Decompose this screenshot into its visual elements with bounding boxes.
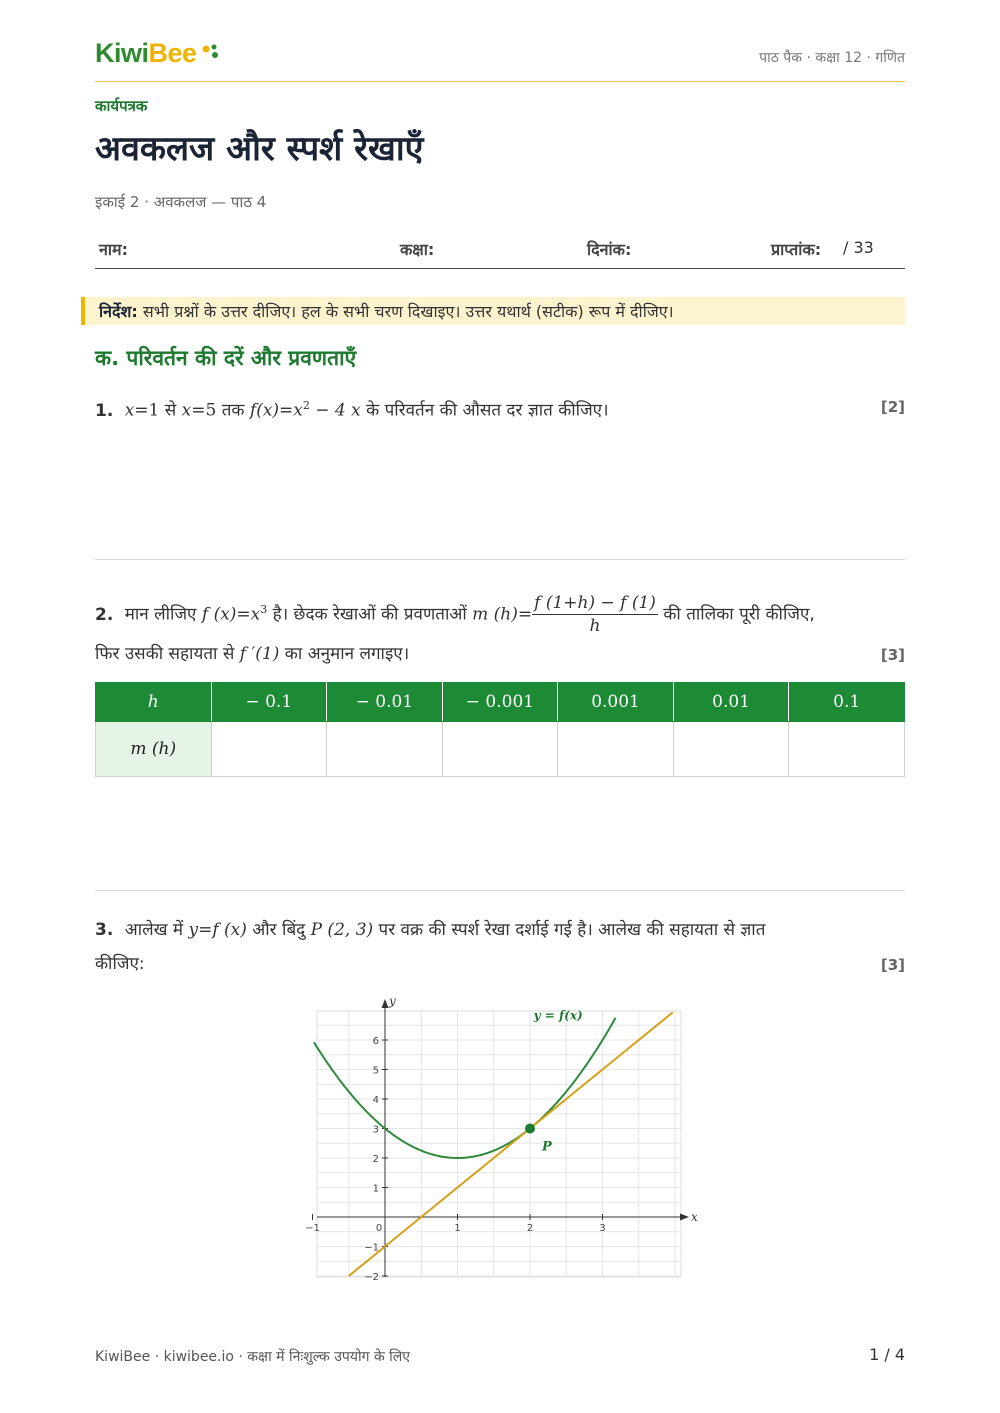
- logo-bee: Bee: [148, 38, 197, 68]
- y-tick-label: 3: [372, 1124, 379, 1136]
- y-axis-label: y: [389, 994, 396, 1008]
- x-tick-label: −1: [305, 1223, 320, 1234]
- math-expression: P (2, 3): [310, 920, 374, 940]
- table-row: [96, 722, 905, 777]
- question-3-marks: [3]: [880, 956, 905, 974]
- question-text: के परिवर्तन की औसत दर ज्ञात कीजिए।: [360, 400, 609, 421]
- x-tick-label: 0: [375, 1223, 383, 1234]
- question-text: आलेख में: [124, 920, 189, 940]
- answer-cell[interactable]: [211, 722, 327, 777]
- table-header-cell: 0.01: [673, 683, 789, 722]
- question-1: [95, 384, 885, 433]
- score-total: / 33: [843, 238, 874, 257]
- table-header-cell: − 0.1: [211, 683, 327, 722]
- page-title: अवकलज और स्पर्श रेखाएँ: [95, 129, 424, 169]
- table-header-cell: 0.1: [789, 683, 905, 722]
- name-label: नाम:: [99, 240, 128, 259]
- question-text: से: [159, 400, 182, 421]
- worksheet-kicker: कार्यपत्रक: [95, 97, 148, 115]
- math-value: =1: [134, 400, 160, 421]
- question-text: है। छेदक रेखाओं की प्रवणताओं: [267, 604, 473, 625]
- answer-cell[interactable]: [327, 722, 443, 777]
- tick-labels: [305, 1036, 606, 1283]
- function-tangent-graph: [305, 994, 710, 1283]
- table-header-cell: h: [96, 683, 212, 722]
- date-label: दिनांक:: [587, 240, 632, 259]
- instructions-box: [81, 297, 905, 325]
- x-tick-label: 3: [599, 1223, 606, 1234]
- answer-cell[interactable]: [789, 722, 905, 777]
- answer-cell[interactable]: [442, 722, 558, 777]
- tangent-line: [349, 1012, 673, 1276]
- y-tick-label: 6: [372, 1036, 379, 1047]
- answer-cell[interactable]: [673, 722, 789, 777]
- table-header-cell: − 0.01: [327, 683, 443, 722]
- question-number: 2.: [95, 604, 114, 625]
- section-a-heading: क. परिवर्तन की दरें और प्रवणताएँ: [95, 346, 357, 370]
- y-tick-label: −2: [364, 1272, 379, 1283]
- page-number: 1 / 4: [869, 1345, 905, 1364]
- question-2-marks: [3]: [880, 646, 905, 664]
- math-var: x: [181, 400, 192, 421]
- answer-space-divider: [95, 890, 905, 891]
- secant-slope-table: [95, 682, 905, 777]
- question-text: मान लीजिए: [124, 604, 202, 625]
- table-header-cell: 0.001: [558, 683, 674, 722]
- question-2-line-2: [95, 632, 885, 676]
- question-text: पर वक्र की स्पर्श रेखा दर्शाई गई है। आलेख की सहायता से ज्ञात: [373, 920, 766, 940]
- page-header: [95, 38, 905, 82]
- math-expression: f ′(1): [239, 644, 280, 664]
- logo-kiwi: Kiwi: [95, 38, 149, 68]
- table-row-label: m (h): [96, 722, 212, 777]
- instructions-label: निर्देश:: [99, 302, 138, 321]
- y-tick-label: 1: [372, 1183, 379, 1195]
- page-subtitle: इकाई 2 · अवकलज — पाठ 4: [95, 193, 267, 211]
- question-1-marks: [2]: [880, 398, 905, 416]
- difference-quotient: [532, 592, 658, 637]
- y-tick-label: 5: [372, 1065, 379, 1077]
- table-header-row: [96, 683, 905, 722]
- math-exponent: 2: [302, 399, 310, 412]
- question-text: तक: [216, 400, 250, 421]
- question-2: [95, 588, 885, 637]
- math-expression: m (h)=: [472, 604, 533, 625]
- fraction-denominator: h: [589, 616, 601, 637]
- y-tick-label: −1: [364, 1242, 379, 1254]
- y-tick-label: 2: [372, 1154, 379, 1165]
- function-curve: [314, 1018, 616, 1158]
- y-axis-arrow-icon: [382, 999, 389, 1008]
- instructions-text: सभी प्रश्नों के उत्तर दीजिए। हल के सभी चरण दिखाइए। उत्तर यथार्थ (सटीक) रूप में दीजिए।: [137, 302, 674, 321]
- answer-cell[interactable]: [558, 722, 674, 777]
- x-tick-label: 2: [526, 1223, 534, 1234]
- table-header-cell: − 0.001: [442, 683, 558, 722]
- x-axis-arrow-icon: [680, 1214, 689, 1221]
- header-course-info: पाठ पैक · कक्षा 12 · गणित: [759, 50, 905, 66]
- point-p: [525, 1124, 535, 1134]
- logo: [95, 38, 197, 69]
- math-expression: − 4 x: [309, 400, 361, 421]
- question-number: 3.: [95, 920, 114, 940]
- point-p-label: P: [542, 1139, 552, 1155]
- x-tick-label: 1: [454, 1223, 461, 1234]
- math-func: f: [249, 400, 257, 421]
- question-text: और बिंदु: [246, 920, 311, 940]
- math-expression: y=f (x): [188, 920, 247, 940]
- answer-space-divider: [95, 559, 905, 560]
- question-text: फिर उसकी सहायता से: [95, 644, 240, 664]
- curve-label: y = f(x): [533, 1008, 583, 1023]
- question-number: 1.: [95, 400, 114, 421]
- math-expression: (x)=x: [256, 400, 303, 421]
- fraction-numerator: f (1+h) − f (1): [534, 593, 656, 614]
- class-label: कक्षा:: [400, 240, 435, 259]
- math-expression: f (x)=x: [201, 604, 261, 625]
- footer-credit: KiwiBee · kiwibee.io · कक्षा में निःशुल्क उपयोग के लिए: [95, 1349, 411, 1365]
- score-label: प्राप्तांक:: [771, 240, 822, 259]
- question-text: का अनुमान लगाइए।: [279, 644, 410, 664]
- y-tick-label: 4: [372, 1095, 379, 1106]
- logo-dots-icon: [201, 43, 221, 63]
- x-axis-label: x: [691, 1210, 698, 1224]
- math-value: =5: [191, 400, 217, 421]
- math-exponent: 3: [260, 603, 268, 616]
- page-footer: [95, 1347, 905, 1366]
- question-text: की तालिका पूरी कीजिए,: [657, 604, 815, 625]
- student-info-row: [95, 232, 905, 269]
- question-3-line-2: कीजिए:: [95, 954, 145, 974]
- math-var: x: [124, 400, 135, 421]
